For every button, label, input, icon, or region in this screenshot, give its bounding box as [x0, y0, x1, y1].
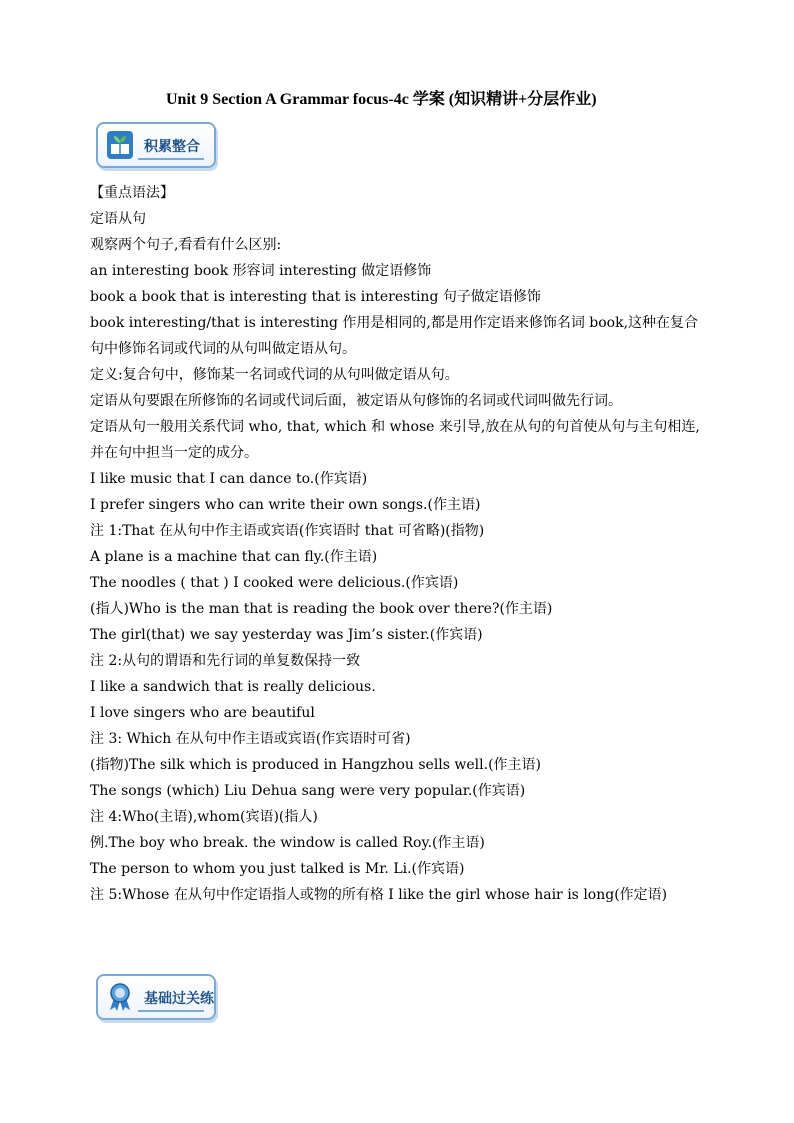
example-line: I love singers who are beautiful — [90, 705, 315, 721]
example-line: I like music that I can dance to.(作宾语) — [90, 471, 368, 487]
grammar-content — [90, 180, 710, 908]
example-line: The girl(that) we say yesterday was Jim’s sister.(作宾语) — [90, 627, 483, 643]
example-line: (指物)The silk which is produced in Hangzhou sells well.(作主语) — [90, 757, 542, 773]
text-line: book a book that is interesting that is interesting 句子做定语修饰 — [90, 289, 541, 305]
example-line: I prefer singers who can write their own songs.(作主语) — [90, 497, 481, 513]
section-badge-basic-practice — [96, 974, 216, 1020]
note-line: 注 4:Who(主语),whom(宾语)(指人) — [90, 809, 318, 825]
example-line: The songs (which) Liu Dehua sang were very popular.(作宾语) — [90, 783, 526, 799]
badge-underline — [138, 1010, 204, 1012]
example-line: 例.The boy who break. the window is called Roy.(作主语) — [90, 835, 485, 851]
example-line: A plane is a machine that can fly.(作主语) — [90, 549, 378, 565]
text-line: book interesting/that is interesting 作用是相同的,都是用作定语来修饰名词 book,这种在复合句中修饰名词或代词的从句叫做定语从句。 — [90, 315, 699, 357]
badge-label: 积累整合 — [144, 139, 200, 155]
note-line: 注 2:从句的谓语和先行词的单复数保持一致 — [90, 653, 361, 669]
text-line: an interesting book 形容词 interesting 做定语修饰 — [90, 263, 432, 279]
text-line: 定语从句要跟在所修饰的名词或代词后面，被定语从句修饰的名词或代词叫做先行词。 — [90, 393, 622, 409]
badge-label: 基础过关练 — [144, 991, 214, 1007]
book-plant-icon — [106, 130, 134, 160]
text-line: 定义:复合句中，修饰某一名词或代词的从句叫做定语从句。 — [90, 367, 459, 383]
example-line: I like a sandwich that is really delicious. — [90, 679, 376, 695]
page-title: Unit 9 Section A Grammar focus-4c 学案 (知识精讲+分层作业) — [166, 91, 597, 108]
section-heading: 【重点语法】 — [90, 185, 174, 201]
badge-underline — [138, 158, 204, 160]
text-line: 观察两个句子,看看有什么区别: — [90, 237, 282, 253]
example-line: The noodles ( that ) I cooked were delicious.(作宾语) — [90, 575, 459, 591]
note-line: 注 3: Which 在从句中作主语或宾语(作宾语时可省) — [90, 731, 411, 747]
example-line: The person to whom you just talked is Mr. Li.(作宾语) — [90, 861, 465, 877]
medal-icon — [106, 982, 134, 1012]
note-line: 注 5:Whose 在从句中作定语指人或物的所有格 I like the girl whose hair is long(作定语) — [90, 887, 668, 903]
section-badge-accumulate — [96, 122, 216, 168]
text-line: 定语从句一般用关系代词 who, that, which 和 whose 来引导,放在从句的句首使从句与主句相连,并在句中担当一定的成分。 — [90, 419, 700, 461]
topic-heading: 定语从句 — [90, 211, 146, 227]
note-line: 注 1:That 在从句中作主语或宾语(作宾语时 that 可省略)(指物) — [90, 523, 485, 539]
example-line: (指人)Who is the man that is reading the book over there?(作主语) — [90, 601, 553, 617]
